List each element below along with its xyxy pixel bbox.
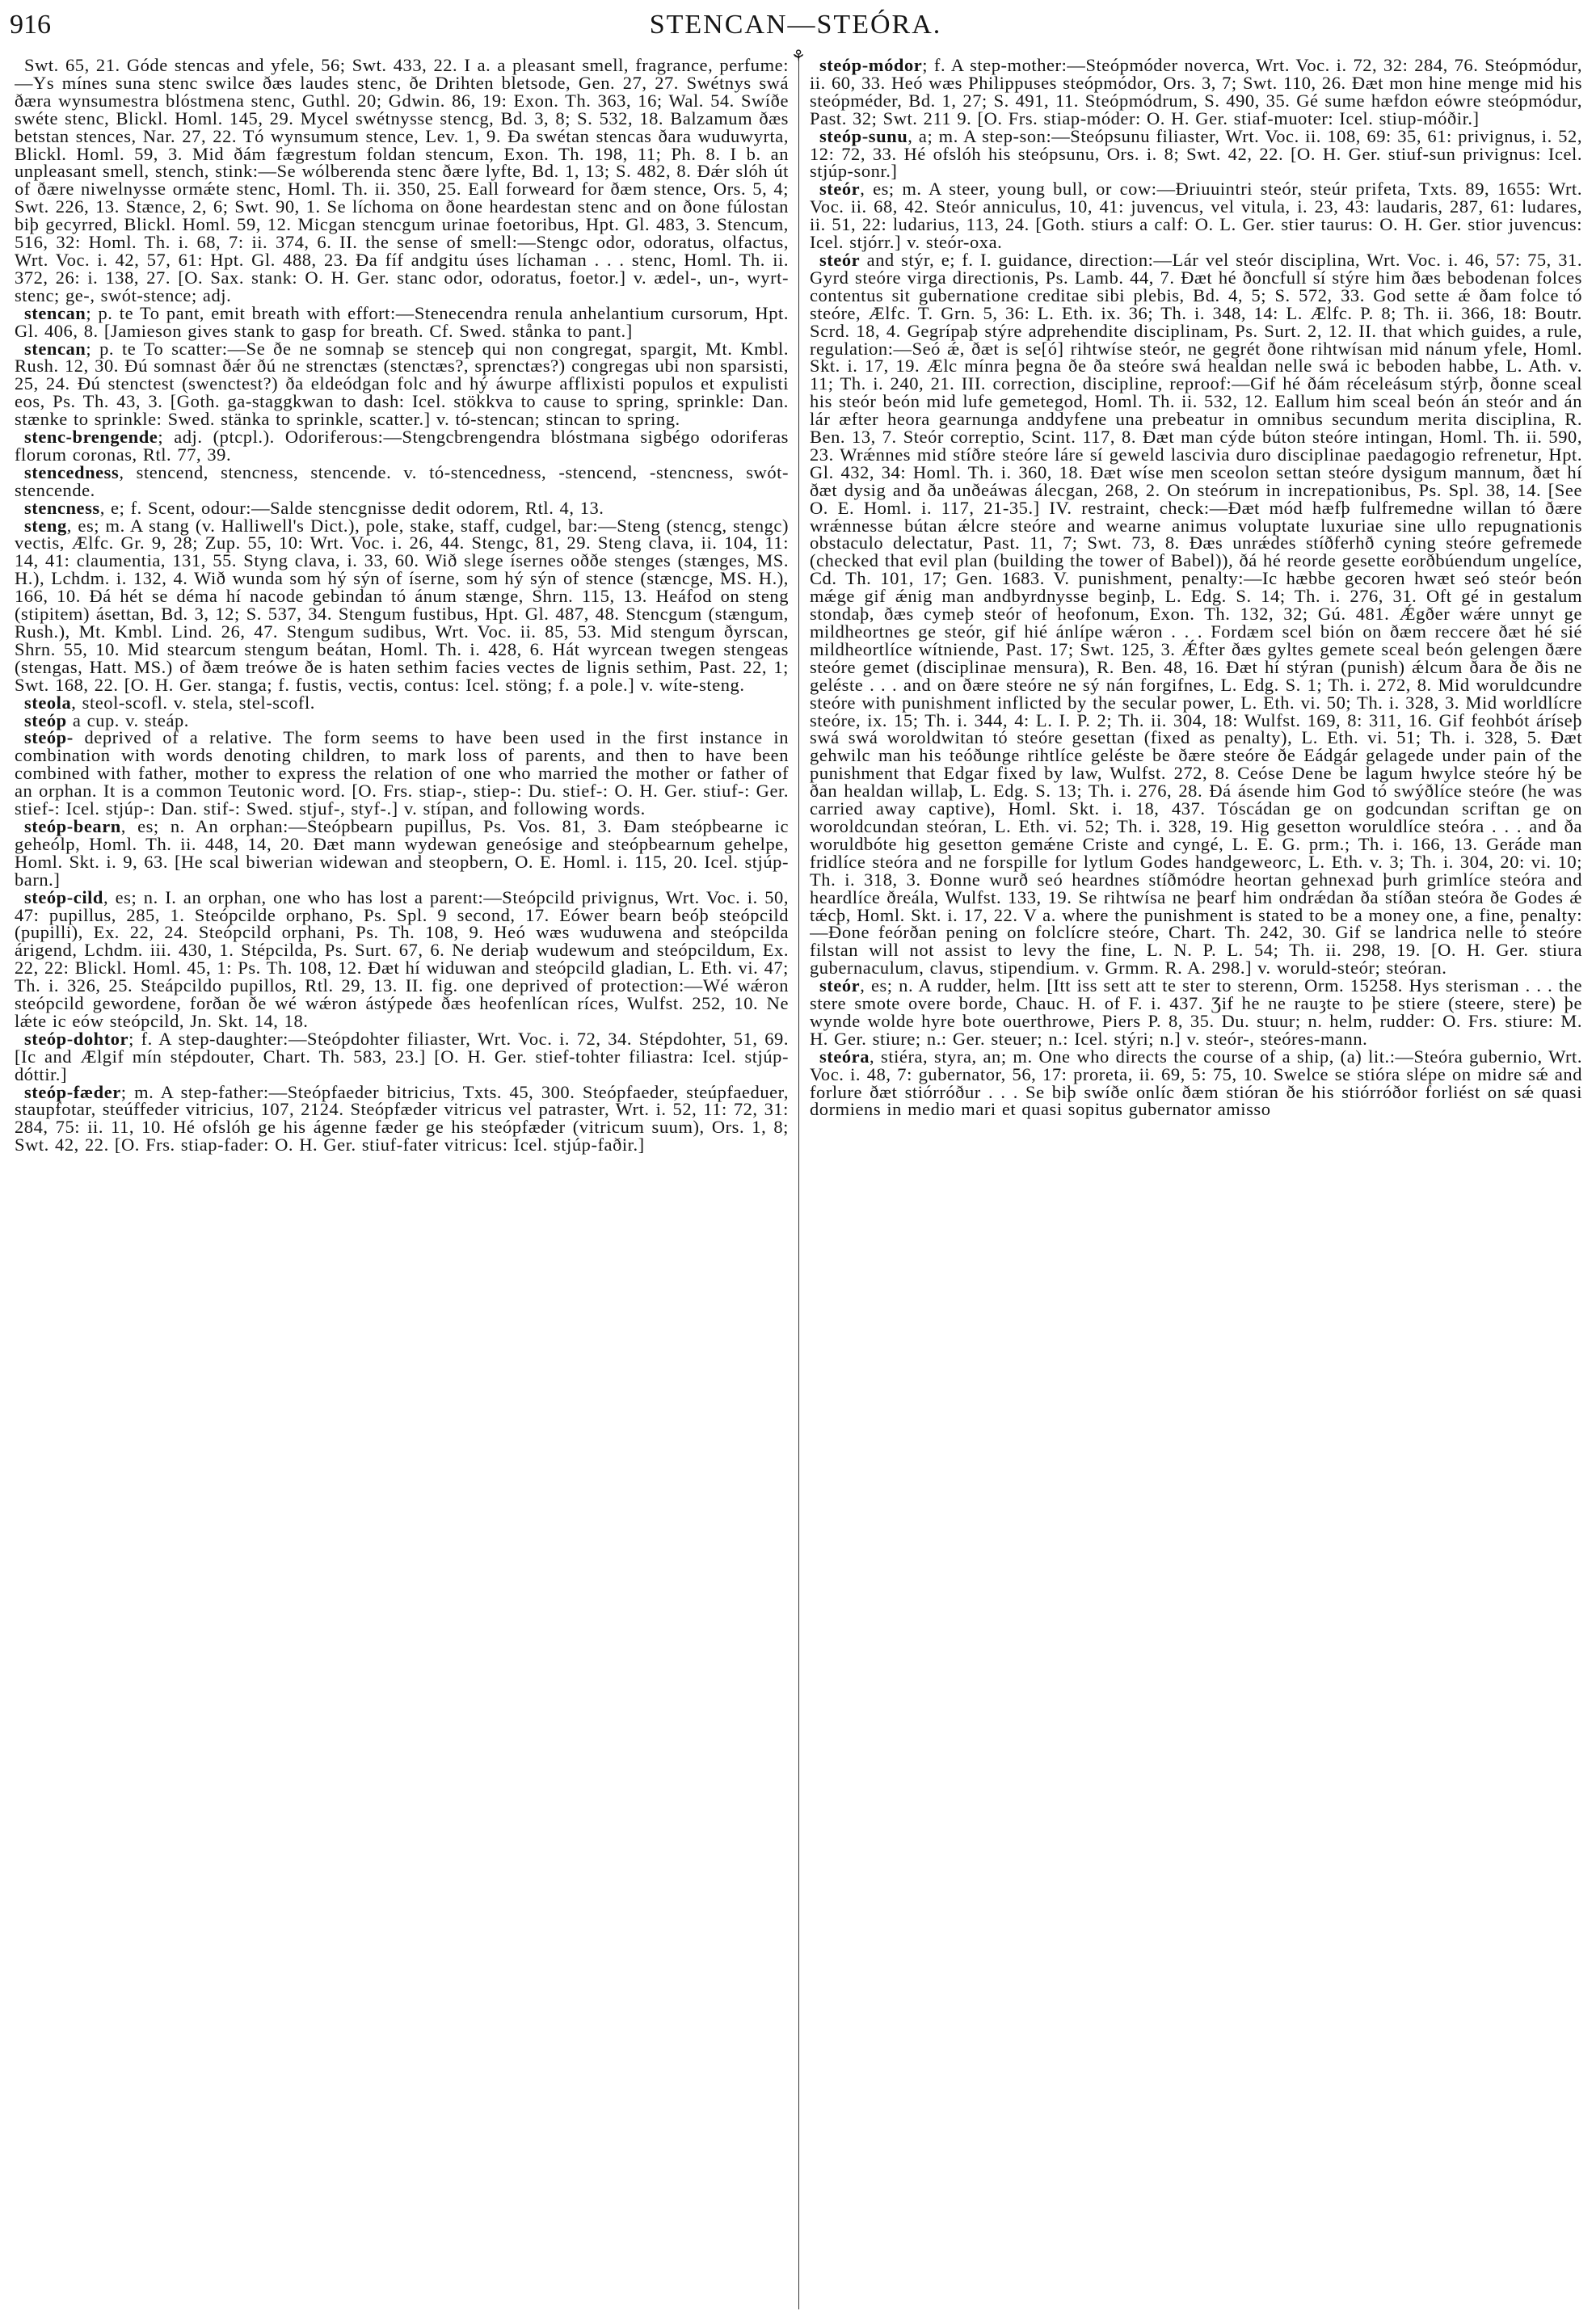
entry-headword: steór xyxy=(819,975,861,996)
dictionary-entry xyxy=(810,125,1582,182)
entry-headword: stenc-brengende xyxy=(24,427,158,448)
entry-definition: , es; n. A rudder, helm. [Itt iss sett att te ster to sterenn, Orm. 15258. Hys sterisman . . . the stere smote overe borde, Chauc. H. of F. i. 437. Ʒif he ne rauȝte to þe stiere (steere, stere) þe wynde wolde hyre bote ouerthrowe, Piers P. 8, 35. Du. stuur; n. helm, rudder: O. Frs. stiure: M. H. Ger. stiure; n.: Ger. steuer; n.: Icel. stýri; n.] v. steór-, steóres-mann. xyxy=(810,975,1582,1049)
entry-headword: steóp xyxy=(24,709,67,730)
entry-headword: steóp-fæder xyxy=(24,1081,121,1102)
entry-definition: , es; m. A stang (v. Halliwell's Dict.), pole, stake, staff, cudgel, bar:—Steng (stencg, stengc) vectis, Ælfc. Gr. 9, 28; Zup. 55, 10: Wrt. Voc. i. 26, 44. Stengc, 81, 29. Steng clava, ii. 104, 11: 14, 41: claumentia, 131, 55. Styng clava, i. 33, 60. Wið slege ísernes oððe stenges (stænges, MS. H.), Lchdm. i. 132, 4. Wið wunda som hý sýn of íserne, som hý sýn of stence (stæncge, MS. H.), 166, 10. Ðá hét se déma hí nacode gebindan tó ánum stænge, Shrn. 115, 13. Heáfod on steng (stipitem) ásettan, Bd. 3, 12; S. 537, 34. Stengum fustibus, Hpt. Gl. 487, 48. Stencgum (stængum, Rush.), Mt. Kmbl. Lind. 26, 47. Stengum sudibus, Wrt. Voc. ii. 85, 53. Mid stengum ðyrscan, Shrn. 55, 10. Mid stearcum stengum beátan, Homl. Th. i. 428, 6. Hát wyrcean twegen stengeas (stengas, Hatt. MS.) of ðæm treówe ðe is haten sethim facies vectes de lignis sethim, Past. 22, 1; Swt. 168, 22. [O. H. Ger. stanga; f. fustis, vectis, contus: Icel. stöng; f. a pole.] v. wíte-steng. xyxy=(15,515,789,695)
dictionary-entry xyxy=(15,886,789,1031)
entry-definition: and stýr, e; f. I. guidance, direction:—Lár vel steór disciplina, Wrt. Voc. i. 46, 57: 75, 31. Gyrd steóre virga directionis, Ps. Lamb. 44, 7. Ðæt hé ðoncfull sí stýre him ðæs bebodenan folces contentus sit gubernatione creditae sibi plebis, Bd. 4, 5; S. 572, 33. God sette ǽ ðam folce tó steóre, Ælfc. T. Grn. 5, 36: L. Eth. ix. 36; Th. i. 348, 14: L. Ælfc. P. 8; Th. ii. 366, 18: Boutr. Scrd. 18, 4. Gegrípaþ stýre adprehendite disciplinam, Ps. Surt. 2, 12. II. that which guides, a rule, regulation:—Seó ǽ, ðæt is se[ó] rihtwíse steór, ne gegrét ðone rihtwísan mid nánum yfele, Homl. Skt. i. 17, 19. Ælc mínra þegna ðe ða steóre swá healdan nelle swá ic beboden habbe, L. Ath. v. 11; Th. i. 240, 21. III. correction, discipline, reproof:—Gif hé ðám réceleásum stýrþ, ðonne sceal his steór beón mid lufe gemetegod, Homl. Th. ii. 532, 12. Eallum him sceal beón án steór and án lár æfter heora gearnunga anddyfene una prebeatur in omnibus secundum merita disciplina, R. Ben. 13, 7. Steór correptio, Scint. 117, 8. Ðæt man cýde búton steóre intingan, Homl. Th. ii. 590, 23. Wrǽnnes mid stíðre steóre láre sí geweld lascivia duro disciplinae paedagogio refrenetur, Hpt. Gl. 432, 34: Homl. Th. i. 360, 18. Ðæt wíse men sceolon settan steóre dysigum mannum, ðæt hí ðæt dysig and ða unðeáwas álecgan, 268, 2. On steórum in increpationibus, Ps. Spl. 38, 14. [See O. E. Homl. i. 117, 21-35.] IV. restraint, check:—Ðæt mód hæfþ fulfremedne willan tó ðære wrǽnnesse bútan ǽlcre steóre and wearne animus voluptate luxuriae sine ullo repugnationis obstaculo delectatur, Past. 11, 7; Swt. 73, 8. Ðæs unrǽdes stíðferhð cyning steóre gefremede (checked that evil plan (building the tower of Babel)), ðá hé reorde gesette eorðbúendum ungelíce, Cd. Th. 101, 17; Gen. 1683. V. punishment, penalty:—Ic hæbbe gecoren hwæt seó steór beón mǽge gif ǽnig man andbyrdnysse beginþ, L. Edg. S. 14; Th. i. 276, 31. Oft gé in gestalum stondaþ, ðæs cymeþ steór of heofonum, Exon. Th. 132, 32; Gú. 481. Ǽgðer wǽre unnyt ge mildheortnes ge steór, gif hié ánlípe wǽron . . . Fordæm scel bión on ðæm reccere ðæt hé sié mildheortlíce wítniende, Past. 17; Swt. 125, 3. Ǽfter ðæs gyltes gemete sceal beón gelengen ðære steóre gemet (disciplinae mensura), R. Ben. 48, 16. Ðæt hí stýran (punish) ǽlcum ðara ðe ðis ne geléste . . . and on ðære steóre ne sý nán forgifnes, L. Edg. S. 1; Th. i. 272, 8. Mid woruldcundre steóre with punishment inflicted by the secular power, L. Eth. vi. 50; Th. i. 328, 3. Mid worldlícre steóre, ix. 15; Th. i. 344, 4: L. I. P. 2; Th. ii. 304, 18: Wulfst. 169, 8: 311, 16. Gif feohbót árísеþ swá swá woroldwitan tó steóre gesettan (fixed as penalty), L. Eth. vi. 51; Th. i. 328, 5. Ðæt gehwilc man his teóðunge rihtlíce geléste be ðære steóre ðe Eádgár gelagede under pain of the punishment that Edgar fixed by law, Wulfst. 272, 8. Ceóse Dene be lagum hwylce steóre hý be ðan healdan willaþ, L. Edg. S. 13; Th. i. 276, 28. Ðá ásende him God tó swýðlíce steóre (he was carried away captive), Homl. Skt. i. 18, 437. Tóscádan ge on godcundan scriftan ge on woroldcundan steóran, L. Eth. vi. 52; Th. i. 328, 19. Hig gesetton woruldlíce steóra . . . and ða woruldbóte hig gesetton gemǽne Criste and cyngé, L. E. G. prm.; Th. i. 166, 13. Geráde man fridlíce steóra and ne forspille for lytlum Godes handgeweorc, L. Eth. v. 3; Th. i. 304, 20: vi. 10; Th. i. 318, 3. Ðonne wurð seó heardnes stíðmódre heortan gehnexad þurh grimlíce steóra and heardlíce ðreála, Wulfst. 133, 19. Se rihtwísa ne þearf him ondrǽdan ða stíðan steóra ðe Godes ǽ tǽcþ, Homl. Skt. i. 17, 22. V a. where the punishment is stated to be a money one, a fine, penalty:—Ðone feórðan pening on folclícre steóre, Chart. Th. 242, 30. Gif se landrica nelle tó steóre filstan will not assist to levy the fine, L. N. P. L. 54; Th. ii. 298, 19. [O. H. Ger. stiura gubernaculum, clavus, stipendium. v. Grmm. R. A. 298.] v. woruld-steór; steóran. xyxy=(810,249,1582,979)
dictionary-entry xyxy=(810,977,1582,1048)
entry-headword: stencness xyxy=(24,497,100,518)
dictionary-entry xyxy=(15,461,789,500)
entry-definition: , es; n. I. an orphan, one who has lost a parent:—Steópcild privignus, Wrt. Voc. i. 50, 47: pupillus, 285, 1. Steópcilde orphano, Ps. Spl. 9 second, 17. Eówer bearn beóþ steópcild (pupilli), Ex. 22, 24. Steópcild orphani, Ps. Th. 108, 9. Heó wæs wuduwena and steópcilda árigend, Lchdm. iii. 430, 1. Stépcilda, Ps. Surt. 67, 6. Ne deriaþ wudewum and steópcildum, Ex. 22, 22: Blickl. Homl. 45, 1: Ps. Th. 108, 12. Ðæt hí widuwan and steópcild gladian, L. Eth. vi. 47; Th. i. 326, 25. Steápcildo pupillos, Rtl. 29, 13. II. fig. one deprived of protection:—Wé wǽron steópcild gewordene, forðan ðe wé wǽron ástýpede ðæs heofenlícan ríces, Wulfst. 252, 10. Ne lǽte ic eów steópcild, Jn. Skt. 14, 18. xyxy=(15,886,789,1031)
entry-definition: , e; f. Scent, odour:—Salde stencgnisse dedit odorem, Rtl. 4, 13. xyxy=(99,497,604,518)
entry-headword: steóp-dohtor xyxy=(24,1028,129,1049)
entry-headword: steóp-módor xyxy=(819,57,923,75)
dictionary-entry xyxy=(810,180,1582,251)
dictionary-entry xyxy=(15,499,789,517)
column-divider xyxy=(798,55,799,2309)
dictionary-entry xyxy=(810,57,1582,128)
entry-headword: steór xyxy=(819,249,861,270)
entry-definition: ; p. te To scatter:—Se ðe ne somnaþ se stenceþ qui non congregat, spargit, Mt. Kmbl. Rush. 12, 30. Ðú somnast ðǽr ðú ne strenctæs (stenctæs?, sprenctæs?) congregas ubi non sparsisti, 25, 24. Ðú stenctest (swenctest?) ða eldeódgan folc and hý áwurpe afflixisti populos et expulisti eos, Ps. Th. 43, 3. [Goth. ga-staggkwan to dash: Icel. stökkva to cause to spring, sprinkle: Dan. stænke to sprinkle: Swed. stänka to sprinkle, scatter.] v. tó-stencan; stincan to spring. xyxy=(15,338,789,430)
entry-definition: , stencend, stencness, stencende. v. tó-stencedness, -stencend, -stencness, swót-stencende. xyxy=(15,461,789,500)
dictionary-entry xyxy=(15,428,789,464)
page-title: STENCAN—STEÓRA. xyxy=(649,10,942,40)
entry-definition: , stiéra, styra, an; m. One who directs the course of a ship, (a) lit.:—Steóra gubernio, Wrt. Voc. i. 48, 7: gubernator, 56, 17: proreta, ii. 69, 5: 75, 10. Swelce se stióra slépe on midre sǽ and forlure ðæt stiórróður . . . Se biþ swíðe onlíc ðæm stióran ðe his stiórróðor forliést on sǽ quasi dormiens in medio mari et quasi sopitus gubernator amisso xyxy=(810,1046,1582,1120)
dictionary-entry xyxy=(15,57,789,305)
entry-headword: steóra xyxy=(819,1046,870,1067)
entry-definition: ; adj. (ptcpl.). Odoriferous:—Stengcbrengendra blóstmana sigbégo odoriferas florum coronas, Rtl. 77, 39. xyxy=(15,427,789,465)
entry-headword: stencan xyxy=(24,338,86,359)
dictionary-entry xyxy=(810,1048,1582,1119)
dictionary-entry xyxy=(15,517,789,694)
entry-headword: steóp-bearn xyxy=(24,815,121,836)
entry-definition: , steol-scofl. v. stela, stel-scofl. xyxy=(71,692,315,713)
entry-definition: ; m. A step-father:—Steópfaeder bitricius, Txts. 45, 300. Steópfaeder, steúpfaeduer, staupfotar, steúffeder vitricius, 107, 2124. Steópfæder vitricus vel patraster, Wrt. i. 52, 11: 72, 31: 284, 75: ii. 11, 10. Hé ofslóh ge his ágenne fæder ge his steópfæder (vitricum suum), Ors. 1, 8; Swt. 42, 22. [O. Frs. stiap-fader: O. H. Ger. stiuf-fater vitricus: Icel. stjúp-faðir.] xyxy=(15,1081,789,1156)
entry-headword: steóp- xyxy=(24,727,74,748)
entry-definition: ; f. A step-daughter:—Steópdohter filiaster, Wrt. Voc. i. 72, 34. Stépdohter, 51, 69. [Ic and Ælgif mín stépdouter, Chart. Th. 583, 23.] [O. H. Ger. stief-tohter filiastra: Icel. stjúp-dóttir.] xyxy=(15,1028,789,1084)
entry-definition: ; f. A step-mother:—Steópmóder noverca, Wrt. Voc. i. 72, 32: 284, 76. Steópmódur, ii. 60, 33. Heó wæs Philippuses steópmódor, Ors. 3, 7; Swt. 110, 26. Ðæt mon hine menge mid his steópméder, Bd. 1, 27; S. 491, 11. Steópmódrum, S. 490, 35. Gé sume hæfdon eówre steópmódur, Past. 32; Swt. 211 9. [O. Frs. stiap-móder: O. H. Ger. stiaf-muoter: Icel. stiup-móðir.] xyxy=(810,57,1582,128)
entry-definition: Swt. 65, 21. Góde stencas and yfele, 56; Swt. 433, 22. I a. a pleasant smell, fragrance, perfume:—Ys mínes suna stenc swilce ðæs laudes stenc, ðe Drihten bletsode, Gen. 27, 27. Swétnys swá ðæra wynsumestra blóstmena stenc, Guthl. 20; Gdwin. 86, 19: Exon. Th. 363, 16; Wal. 54. Swíðe swéte stenc, Blickl. Homl. 145, 29. Mycel swétnysse stencg, Bd. 3, 8; S. 532, 18. Balzamum ðæs betstan stences, Nar. 27, 22. Tó wynsumum stence, Lev. 1, 9. Ða swétan stencas ðara wuduwyrta, Blickl. Homl. 59, 3. Mid ðám fægrestum foldan stencum, Exon. Th. 198, 11; Ph. 8. I b. an unpleasant smell, stench, stink:—Se wólberenda stenc ðære lyfte, Bd. 1, 13; S. 482, 8. Ðǽr slóh út of ðære niwelnysse ormǽte stenc, Homl. Th. ii. 350, 25. Eall forweard for ðæm stence, Ors. 5, 4; Swt. 226, 13. Stænce, 2, 6; Swt. 90, 1. Se líchoma on ðone heardestan stenc and on ðone fúlostan biþ gecyrred, Blickl. Homl. 59, 12. Micgan stencgum urinae foetoribus, Hpt. Gl. 483, 3. Stencum, 516, 32: Homl. Th. i. 68, 7: ii. 374, 6. II. the sense of smell:—Stengc odor, odoratus, olfactus, Wrt. Voc. i. 42, 57, 61: Hpt. Gl. 488, 23. Ða fíf andgitu úses líchaman . . . stenc, Homl. Th. ii. 372, 26: i. 138, 27. [O. Sax. stank: O. H. Ger. stanc odor, odoratus, foetor.] v. ædel-, un-, wyrt-stenc; ge-, swót-stence; adj. xyxy=(15,57,789,305)
entry-headword: stencedness xyxy=(24,461,120,482)
entry-headword: steng xyxy=(24,515,67,536)
dictionary-entry xyxy=(15,1081,789,1156)
entry-definition: a cup. v. steáp. xyxy=(66,709,189,730)
entry-definition: deprived of a relative. The form seems to have been used in the first instance in combination with words denoting children, to mark loss of parents, and then to have been combined with father, mother to express the relation of one who married the mother or father of an orphan. It is a common Teutonic word. [O. Frs. stiap-, stiep-: Du. stief-: O. H. Ger. stiuf-: Ger. stief-: Icel. stjúp-: Dan. stif-: Swed. stjuf-, styf-.] v. stípan, and following words. xyxy=(15,727,789,819)
entry-headword: steóp-sunu xyxy=(819,125,908,146)
page-number: 916 xyxy=(10,10,51,40)
entry-definition: , es; m. A steer, young bull, or cow:—Ðriuuintri steór, steúr prifeta, Txts. 89, 1655: Wrt. Voc. ii. 68, 42. Steór anniculus, 10, 41: juvencus, vel vitula, i. 23, 43: laudaris, 287, 61: ludares, ii. 51, 22: ludarius, 113, 24. [Goth. stiurs a calf: O. L. Ger. stier taurus: O. H. Ger. stior juvencus: Icel. stjórr.] v. steór-oxa. xyxy=(810,179,1582,253)
left-column xyxy=(15,57,789,2311)
entry-definition: ; p. te To pant, emit breath with effort:—Stenecendra renula anhelantium cursorum, Hpt. Gl. 406, 8. [Jamieson gives stank to gasp for breath. Cf. Swed. stånka to pant.] xyxy=(15,302,789,341)
right-column xyxy=(810,57,1582,2311)
dictionary-entry xyxy=(15,340,789,429)
entry-headword: steóp-cild xyxy=(24,886,103,907)
dictionary-entry xyxy=(15,302,789,341)
dictionary-entry xyxy=(15,709,789,730)
divider-ornament-icon: ⚘ xyxy=(791,48,806,65)
dictionary-entry xyxy=(15,694,789,712)
entry-headword: steola xyxy=(24,692,72,713)
entry-headword: stencan xyxy=(24,302,86,323)
dictionary-entry xyxy=(15,729,789,818)
entry-definition: , a; m. A step-son:—Steópsunu filiaster, Wrt. Voc. ii. 108, 69: 35, 61: privignus, i. 52, 12: 72, 33. Hé ofslóh his steópsunu, Ors. i. 8; Swt. 42, 22. [O. H. Ger. stiuf-sun privignus: Icel. stjúp-sonr.] xyxy=(810,125,1582,182)
entry-definition: , es; n. An orphan:—Steópbearn pupillus, Ps. Vos. 81, 3. Ðam steópbearne ic geheólp, Homl. Th. ii. 448, 14, 20. Ðæt mann wydewan geneósige and steópbearnum gehelpe, Homl. Skt. i. 9, 63. [He scal biwerian widewan and steopbern, O. E. Homl. i. 115, 20. Icel. stjúp-barn.] xyxy=(15,815,789,890)
page-header xyxy=(10,5,1581,45)
entry-headword: steór xyxy=(819,179,861,200)
dictionary-entry xyxy=(15,1030,789,1084)
dictionary-entry xyxy=(15,815,789,890)
dictionary-entry xyxy=(810,251,1582,977)
